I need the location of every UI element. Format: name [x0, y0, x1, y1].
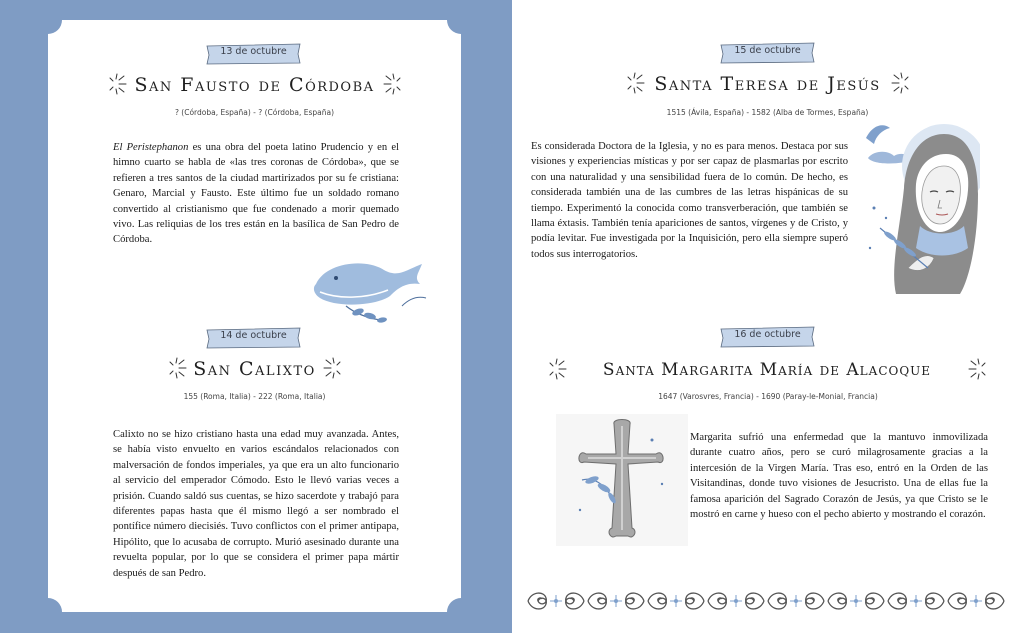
decorative-border: [526, 586, 1006, 616]
date-label: 15 de octubre: [734, 45, 801, 56]
sunburst-icon: [382, 73, 404, 95]
entry-title: San Calixto: [193, 358, 316, 380]
entry-text: [531, 139, 848, 262]
book-title: El Peristephanon: [113, 142, 189, 153]
entry-text: [113, 140, 399, 248]
entry-dates: 1647 (Varosvres, Francia) - 1690 (Paray-le-Monial, Francia): [658, 392, 878, 401]
entry-text: [113, 427, 399, 581]
sunburst-icon: [624, 72, 646, 94]
date-label: 13 de octubre: [220, 46, 287, 57]
entry-dates: ? (Córdoba, España) - ? (Córdoba, España): [174, 108, 335, 117]
date-ribbon: [205, 327, 302, 349]
sunburst-icon: [546, 358, 568, 380]
entry-text-body: es una obra del poeta latino Prudencio y en el himno cuarto se habla de «las tres coronas de Córdoba», que se refieren a tres santos de la ciudad martirizados por su fe cristiana: Genaro, Marcial y Fausto. Este último fue un soldado romano convertido al cristianismo que fue condenado a morir quemado vivo. Las reliquias de los tres están en la basílica de San Pedro de Córdoba.: [113, 142, 399, 246]
date-ribbon: [205, 43, 302, 65]
entry-title: Santa Margarita María de Alacoque: [602, 360, 932, 380]
sunburst-icon: [322, 357, 344, 379]
date-ribbon: [719, 42, 816, 64]
entry-title: San Fausto de Córdoba: [134, 74, 375, 96]
sunburst-icon: [106, 73, 128, 95]
sunburst-icon: [890, 72, 912, 94]
left-card: [48, 20, 461, 612]
sunburst-icon: [166, 357, 188, 379]
whale-illustration: [306, 248, 438, 328]
entry-dates: 1515 (Ávila, España) - 1582 (Alba de Tormes, España): [666, 108, 869, 117]
right-page: [512, 0, 1024, 633]
saint-teresa-illustration: [860, 108, 980, 298]
entry-dates: 155 (Roma, Italia) - 222 (Roma, Italia): [183, 392, 326, 401]
sunburst-icon: [967, 358, 989, 380]
entry-text: [690, 430, 988, 522]
date-ribbon: [719, 326, 816, 348]
cross-illustration: [552, 410, 692, 550]
date-label: 14 de octubre: [220, 330, 287, 341]
entry-text-body: Margarita sufrió una enfermedad que la mantuvo inmovilizada durante cuatro años, pero se curó milagrosamente gracias a la intercesión de la Virgen María. Tras eso, entró en la Orden de las Visitandinas, donde tuvo visiones de Jesucristo. Una de ellas fue la famosa aparición del Sagrado Corazón de Jesús, ya que Cristo se le mostró en carne y hueso con el pecho abierto y mostrando el corazón.: [690, 432, 988, 521]
date-label: 16 de octubre: [734, 329, 801, 340]
entry-text-body: Calixto no se hizo cristiano hasta una edad muy avanzada. Antes, se había visto envuelto en varios escándalos relacionados con malversación de fondos imperiales, ya que era un alto funcionario al servicio del emperador Cómodo. Esto le llevó varias veces a prisión. Cuando saldó sus cuentas, se hizo sacerdote y trabajó para diferentes papas hasta que él mismo llegó a ser nombrado el pontífice número diecisiés. Tuvo conflictos con el primer antipapa, Hipólito, que lo acusaba de corrupto. Murió asesinado durante una revuelta popular, por lo que se considera el primer papa mártir después de san Pedro.: [113, 429, 399, 579]
entry-title: Santa Teresa de Jesús: [654, 73, 881, 95]
entry-text-body: Es considerada Doctora de la Iglesia, y no es para menos. Destaca por sus visiones y experiencias místicas y por ser capaz de plasmarlas por escrito con una naturalidad y una sensibilidad fuera de lo común. De hecho, es considerada también una de las cumbres de las letras hispánicas de su tiempo. Experimentó la conocida como transverberación, que también se llama éxtasis. También tenía apariciones de santos, vírgenes y de Cristo, y podía levitar. Fue investigada por la Inquisición, pero ella siempre superó todos sus interrogatorios.: [531, 141, 848, 260]
